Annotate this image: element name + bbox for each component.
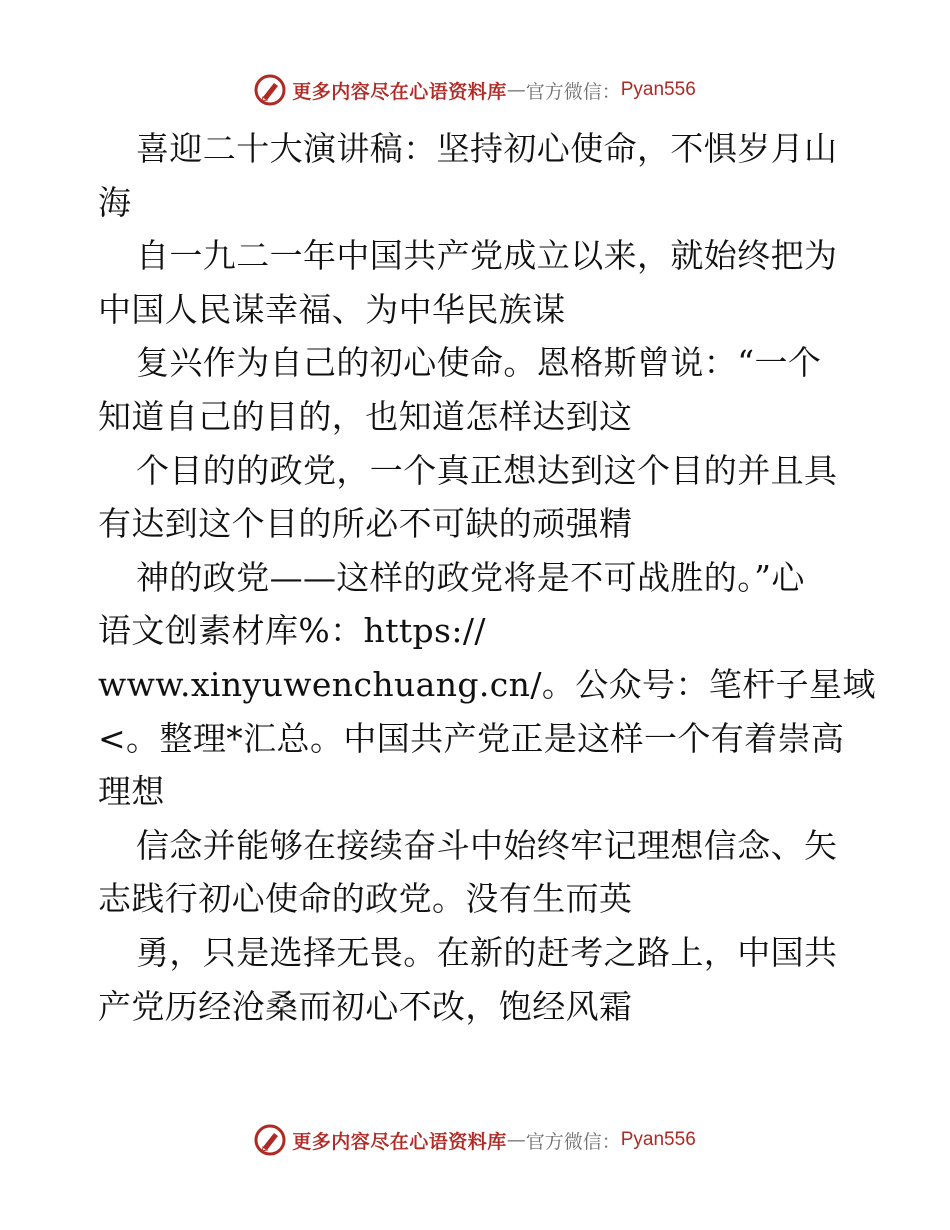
body-line: 自一九二一年中国共产党成立以来，就始终把为 (136, 236, 838, 276)
body-line: 喜迎二十大演讲稿：坚持初心使命，不惧岁月山 (136, 129, 838, 168)
body-line: 复兴作为自己的初心使命。恩格斯曾说：“一个 (136, 343, 822, 383)
body-line: 中国人民谋幸福、为中华民族谋 (98, 289, 566, 329)
footer-official-label: 官方微信： (525, 1130, 621, 1153)
body-line: 理想 (98, 772, 165, 812)
body-line: 有达到这个目的所必不可缺的顽强精 (98, 504, 633, 544)
body-line: www.xinyuwenchuang.cn/。公众号：笔杆子星域 (98, 664, 876, 704)
header-separator: — (506, 79, 526, 101)
footer-banner (0, 1120, 950, 1160)
document-body (98, 122, 876, 1033)
body-line: 志践行初心使命的政党。没有生而英 (98, 879, 633, 919)
footer-separator: — (506, 1129, 526, 1151)
body-line: 个目的的政党，一个真正想达到这个目的并且具 (136, 450, 838, 490)
header-brand: 更多内容尽在心语资料库 (292, 80, 507, 103)
body-line: 神的政党——这样的政党将是不可战胜的。”心 (136, 557, 805, 597)
header-official-label: 官方微信： (525, 80, 621, 103)
body-line: <。整理*汇总。中国共产党正是这样一个有着崇高 (98, 718, 845, 758)
body-line: 信念并能够在接续奋斗中始终牢记理想信念、矢 (136, 825, 838, 865)
header-wechat-id: Pyan556 (620, 79, 696, 100)
body-line: 勇，只是选择无畏。在新的赶考之路上，中国共 (136, 932, 838, 972)
body-line: 语文创素材库%：https:// (98, 611, 486, 651)
footer-brand: 更多内容尽在心语资料库 (292, 1130, 507, 1153)
pen-circle-logo-icon (254, 74, 286, 106)
pen-circle-logo-icon (254, 1124, 286, 1156)
body-line: 产党历经沧桑而初心不改，饱经风霜 (98, 986, 633, 1026)
header-banner (0, 70, 950, 110)
body-line: 知道自己的目的，也知道怎样达到这 (98, 396, 633, 436)
body-line: 海 (98, 182, 132, 222)
footer-wechat-id: Pyan556 (620, 1129, 696, 1150)
